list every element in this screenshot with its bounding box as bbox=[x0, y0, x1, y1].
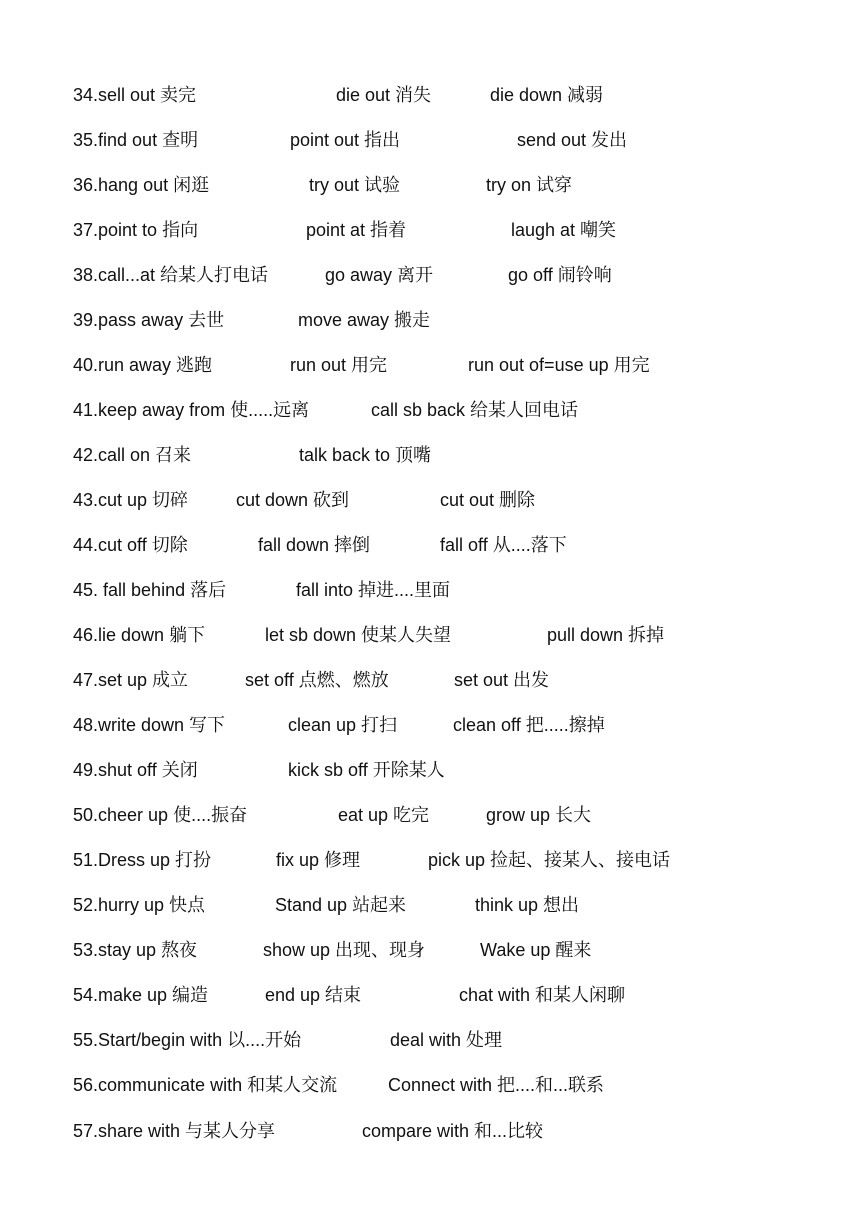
phrase-entry: run out of=use up 用完 bbox=[468, 355, 650, 375]
phrase-entry: 43.cut up 切碎 bbox=[73, 490, 189, 510]
phrase-row bbox=[0, 1025, 860, 1055]
phrase-entry: 47.set up 成立 bbox=[73, 670, 189, 690]
phrase-entry: grow up 长大 bbox=[486, 805, 592, 825]
phrase-entry: eat up 吃完 bbox=[338, 805, 430, 825]
phrase-entry: 46.lie down 躺下 bbox=[73, 625, 206, 645]
phrase-entry: cut down 砍到 bbox=[236, 490, 350, 510]
phrase-entry: set off 点燃、燃放 bbox=[245, 670, 389, 690]
phrase-entry: call sb back 给某人回电话 bbox=[371, 400, 579, 420]
phrase-entry: 56.communicate with 和某人交流 bbox=[73, 1075, 338, 1095]
phrase-entry: chat with 和某人闲聊 bbox=[459, 985, 626, 1005]
phrase-entry: 50.cheer up 使....振奋 bbox=[73, 805, 248, 825]
phrase-entry: run out 用完 bbox=[290, 355, 388, 375]
phrase-row bbox=[0, 395, 860, 425]
phrase-entry: end up 结束 bbox=[265, 985, 362, 1005]
phrase-row bbox=[0, 890, 860, 920]
phrase-row bbox=[0, 935, 860, 965]
phrase-row bbox=[0, 980, 860, 1010]
phrase-entry: 41.keep away from 使.....远离 bbox=[73, 400, 310, 420]
phrase-entry: think up 想出 bbox=[475, 895, 580, 915]
phrase-entry: 34.sell out 卖完 bbox=[73, 85, 197, 105]
phrase-row bbox=[0, 305, 860, 335]
phrase-row bbox=[0, 575, 860, 605]
phrase-row bbox=[0, 170, 860, 200]
phrase-entry: 48.write down 写下 bbox=[73, 715, 226, 735]
phrase-row bbox=[0, 800, 860, 830]
phrase-entry: 49.shut off 关闭 bbox=[73, 760, 198, 780]
phrase-row bbox=[0, 215, 860, 245]
phrase-entry: 35.find out 查明 bbox=[73, 130, 199, 150]
phrase-row bbox=[0, 530, 860, 560]
phrase-entry: 38.call...at 给某人打电话 bbox=[73, 265, 269, 285]
phrase-row bbox=[0, 755, 860, 785]
phrase-entry: Stand up 站起来 bbox=[275, 895, 407, 915]
phrase-entry: 36.hang out 闲逛 bbox=[73, 175, 210, 195]
phrase-entry: go off 闹铃响 bbox=[508, 265, 612, 285]
phrase-entry: clean off 把.....擦掉 bbox=[453, 715, 605, 735]
phrase-row bbox=[0, 845, 860, 875]
phrase-entry: send out 发出 bbox=[517, 130, 628, 150]
phrase-entry: 54.make up 编造 bbox=[73, 985, 209, 1005]
phrase-entry: compare with 和...比较 bbox=[362, 1121, 544, 1141]
phrase-entry: try on 试穿 bbox=[486, 175, 573, 195]
phrase-entry: Wake up 醒来 bbox=[480, 940, 592, 960]
phrase-entry: 52.hurry up 快点 bbox=[73, 895, 206, 915]
phrase-row bbox=[0, 1116, 860, 1146]
phrase-row bbox=[0, 440, 860, 470]
phrase-entry: pick up 捡起、接某人、接电话 bbox=[428, 850, 671, 870]
phrase-entry: die down 减弱 bbox=[490, 85, 604, 105]
phrase-entry: let sb down 使某人失望 bbox=[265, 625, 452, 645]
phrase-entry: 53.stay up 熬夜 bbox=[73, 940, 198, 960]
phrase-row bbox=[0, 485, 860, 515]
phrase-entry: cut out 删除 bbox=[440, 490, 536, 510]
phrase-entry: point out 指出 bbox=[290, 130, 401, 150]
phrase-entry: 45. fall behind 落后 bbox=[73, 580, 227, 600]
phrase-entry: laugh at 嘲笑 bbox=[511, 220, 617, 240]
phrase-row bbox=[0, 350, 860, 380]
phrase-entry: talk back to 顶嘴 bbox=[299, 445, 432, 465]
phrase-entry: 51.Dress up 打扮 bbox=[73, 850, 212, 870]
phrase-entry: fix up 修理 bbox=[276, 850, 361, 870]
phrase-row bbox=[0, 710, 860, 740]
phrase-entry: 39.pass away 去世 bbox=[73, 310, 225, 330]
phrase-entry: deal with 处理 bbox=[390, 1030, 503, 1050]
phrase-row bbox=[0, 125, 860, 155]
phrase-row bbox=[0, 1070, 860, 1100]
phrase-entry: try out 试验 bbox=[309, 175, 401, 195]
phrase-entry: 44.cut off 切除 bbox=[73, 535, 188, 555]
phrase-entry: pull down 拆掉 bbox=[547, 625, 665, 645]
phrase-entry: fall off 从....落下 bbox=[440, 535, 567, 555]
phrase-entry: set out 出发 bbox=[454, 670, 550, 690]
phrase-entry: 42.call on 召来 bbox=[73, 445, 192, 465]
phrase-row bbox=[0, 80, 860, 110]
phrase-entry: 57.share with 与某人分享 bbox=[73, 1121, 276, 1141]
phrase-entry: show up 出现、现身 bbox=[263, 940, 426, 960]
phrase-row bbox=[0, 665, 860, 695]
phrase-entry: fall down 摔倒 bbox=[258, 535, 371, 555]
phrase-entry: point at 指着 bbox=[306, 220, 407, 240]
phrase-entry: move away 搬走 bbox=[298, 310, 431, 330]
phrase-entry: die out 消失 bbox=[336, 85, 432, 105]
phrase-entry: kick sb off 开除某人 bbox=[288, 760, 445, 780]
phrase-entry: 55.Start/begin with 以....开始 bbox=[73, 1030, 302, 1050]
phrase-row bbox=[0, 260, 860, 290]
phrase-row bbox=[0, 620, 860, 650]
phrase-entry: clean up 打扫 bbox=[288, 715, 398, 735]
phrase-entry: 40.run away 逃跑 bbox=[73, 355, 213, 375]
phrase-entry: go away 离开 bbox=[325, 265, 434, 285]
phrase-entry: fall into 掉进....里面 bbox=[296, 580, 451, 600]
phrase-entry: Connect with 把....和...联系 bbox=[388, 1075, 605, 1095]
phrase-entry: 37.point to 指向 bbox=[73, 220, 199, 240]
